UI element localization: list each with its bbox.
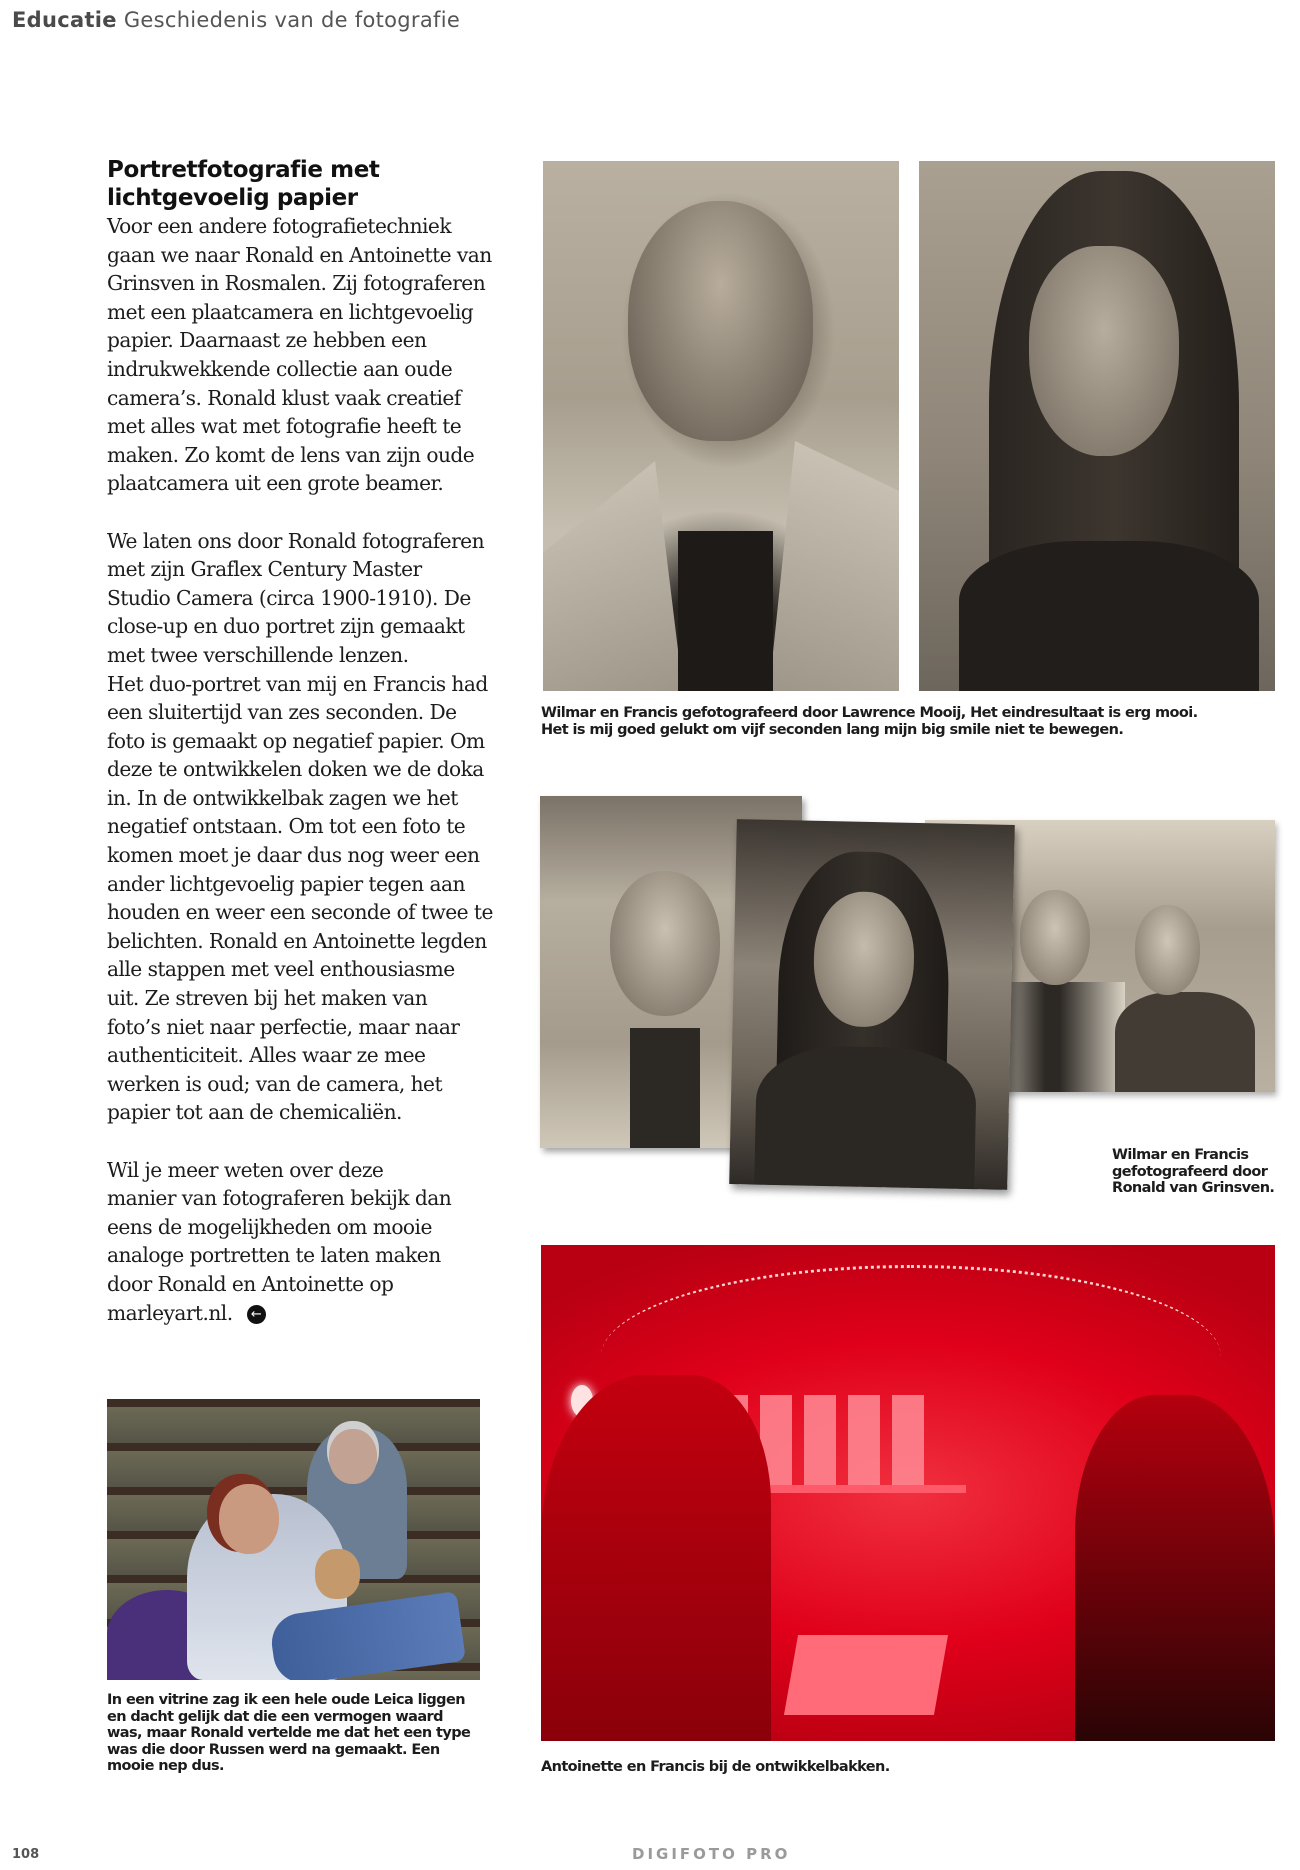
text-line: houden en weer een seconde of twee te	[107, 900, 493, 925]
photo-person-left	[541, 1375, 771, 1741]
header-topic: Geschiedenis van de fotografie	[123, 8, 461, 32]
text-line: plaatcamera uit een grote beamer.	[107, 471, 444, 496]
photo-body	[754, 1045, 977, 1190]
text-line: Het duo-portret van mij en Francis had	[107, 671, 488, 696]
text-line: We laten ons door Ronald fotograferen	[107, 528, 485, 553]
text-line: In een vitrine zag ik een hele oude Leica liggen	[107, 1692, 465, 1708]
photo-body	[1115, 992, 1255, 1092]
text-line: ander lichtgevoelig papier tegen aan	[107, 871, 465, 896]
text-line: Ronald van Grinsven.	[1112, 1180, 1275, 1196]
text-line: uit. Ze streven bij het maken van	[107, 986, 428, 1011]
text-line: maken. Zo komt de lens van zijn oude	[107, 442, 475, 467]
portrait-wilmar-photo	[543, 161, 899, 691]
text-line: papier. Daarnaast ze hebben een	[107, 328, 427, 353]
photo-face	[1029, 246, 1179, 456]
running-header	[12, 8, 460, 32]
text-line: komen moet je daar dus nog weer een	[107, 843, 480, 868]
text-line: mooie nep dus.	[107, 1758, 224, 1774]
photo-jacket-left	[543, 461, 683, 691]
darkroom-photo	[541, 1245, 1275, 1741]
text-line: papier tot aan de chemicaliën.	[107, 1100, 402, 1125]
photo-person-right	[1075, 1395, 1275, 1741]
collage-francis-print	[729, 819, 1015, 1190]
caption-darkroom: Antoinette en Francis bij de ontwikkelbakken.	[541, 1759, 890, 1775]
photo-body	[959, 541, 1259, 691]
text-line: authenticiteit. Alles waar ze mee	[107, 1043, 426, 1068]
text-line: met een plaatcamera en lichtgevoelig	[107, 299, 474, 324]
text-line: Studio Camera (circa 1900-1910). De	[107, 585, 471, 610]
text-line: belichten. Ronald en Antoinette legden	[107, 928, 487, 953]
photo-head	[1135, 905, 1200, 995]
article-column	[107, 156, 517, 1327]
text-line: Wilmar en Francis	[1112, 1147, 1249, 1163]
photo-head	[628, 201, 813, 441]
photo-head	[329, 1429, 377, 1484]
caption-portraits	[541, 705, 1198, 738]
photo-dog	[315, 1549, 360, 1599]
camera-collection-photo	[107, 1399, 480, 1680]
text-line: was, maar Ronald vertelde me dat het een type	[107, 1725, 471, 1741]
magazine-brand: DIGIFOTO PRO	[632, 1845, 791, 1863]
text-line: foto is gemaakt op negatief papier. Om	[107, 728, 485, 753]
text-line: manier van fotograferen bekijk dan	[107, 1186, 452, 1211]
text-line: en dacht gelijk dat die een vermogen waard	[107, 1708, 443, 1725]
text-line: negatief ontstaan. Om tot een foto te	[107, 814, 466, 839]
text-line: close-up en duo portret zijn gemaakt	[107, 614, 465, 639]
text-line: foto’s niet naar perfectie, maar naar	[107, 1014, 460, 1039]
text-line: gefotografeerd door	[1112, 1163, 1268, 1180]
text-line: deze te ontwikkelen doken we de doka	[107, 757, 484, 782]
arrow-left-circle-icon: ←	[247, 1305, 266, 1324]
photo-head	[610, 871, 720, 1016]
text-line: met twee verschillende lenzen.	[107, 642, 409, 667]
text-line: met zijn Graflex Century Master	[107, 557, 422, 582]
text-line: Het is mij goed gelukt om vijf seconden lang mijn big smile niet te bewegen.	[541, 721, 1124, 738]
text-line: met alles wat met fotografie heeft te	[107, 414, 462, 439]
photo-head	[1020, 890, 1090, 985]
paragraph-process	[107, 527, 517, 1127]
text-line: analoge portretten te laten maken	[107, 1243, 441, 1268]
text-line: een sluitertijd van zes seconden. De	[107, 700, 457, 725]
text-line: Wilmar en Francis gefotografeerd door Lawrence Mooij, Het eindresultaat is erg mooi.	[541, 705, 1198, 721]
text-line: was die door Russen werd na gemaakt. Een	[107, 1741, 440, 1758]
text-line: door Ronald en Antoinette op	[107, 1271, 394, 1296]
text-line: Grinsven in Rosmalen. Zij fotograferen	[107, 271, 486, 296]
photo-jacket-right	[769, 441, 899, 691]
text-line: eens de mogelijkheden om mooie	[107, 1214, 432, 1239]
heading-line: Portretfotografie met	[107, 157, 380, 183]
photo-head	[219, 1484, 279, 1554]
paragraph-intro	[107, 212, 517, 498]
text-line: Wil je meer weten over deze	[107, 1157, 384, 1182]
text-line: indrukwekkende collectie aan oude	[107, 356, 453, 381]
caption-shop	[107, 1692, 470, 1775]
text-line: marleyart.nl. ←	[107, 1299, 517, 1328]
page-number: 108	[12, 1847, 40, 1862]
paragraph-more-info	[107, 1156, 517, 1328]
portrait-francis-photo	[919, 161, 1275, 691]
photo-shirt	[630, 1028, 700, 1148]
heading-line: lichtgevoelig papier	[107, 185, 358, 211]
text-line: alle stappen met veel enthousiasme	[107, 957, 455, 982]
text-line: camera’s. Ronald klust vaak creatief	[107, 385, 461, 410]
text-line: gaan we naar Ronald en Antoinette van	[107, 242, 492, 267]
text-line: Voor een andere fotografietechniek	[107, 214, 452, 238]
article-heading	[107, 156, 517, 212]
caption-collage	[1112, 1147, 1274, 1197]
header-section: Educatie	[12, 8, 117, 32]
text-line: werken is oud; van de camera, het	[107, 1071, 443, 1096]
text-line: in. In de ontwikkelbak zagen we het	[107, 785, 458, 810]
photo-shirt	[678, 531, 773, 691]
photo-developing-tray	[784, 1635, 948, 1715]
